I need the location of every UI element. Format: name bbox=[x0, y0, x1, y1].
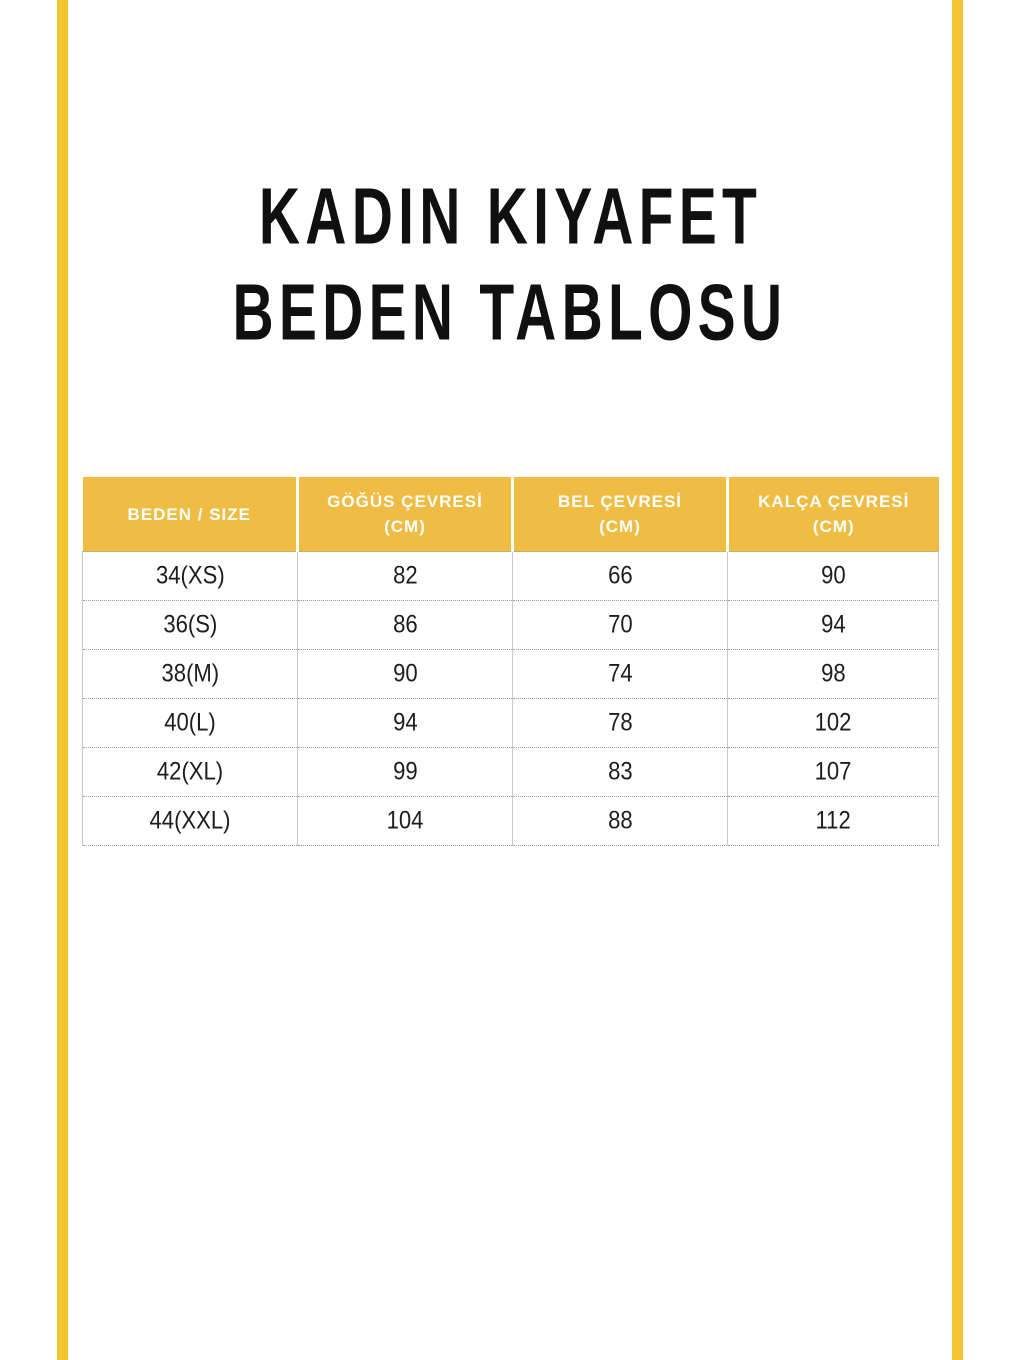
header-label-waist bbox=[514, 477, 726, 551]
page-title-text-2: BEDEN TABLOSU bbox=[232, 267, 788, 358]
header-text: (CM) bbox=[384, 517, 426, 536]
table-row-34xs bbox=[83, 552, 939, 601]
cell-chest: 94 bbox=[298, 699, 513, 748]
cell-size: 44(XXL) bbox=[83, 797, 298, 846]
cell-hip: 107 bbox=[728, 748, 939, 797]
cell-waist: 88 bbox=[513, 797, 728, 846]
cell-size: 34(XS) bbox=[83, 552, 298, 601]
cell-waist: 70 bbox=[513, 601, 728, 650]
header-cell-hip bbox=[728, 477, 939, 552]
size-table-header-row bbox=[83, 477, 939, 552]
cell-hip: 90 bbox=[728, 552, 939, 601]
header-label-beden-size bbox=[83, 477, 297, 551]
size-table bbox=[82, 477, 939, 846]
header-label-chest bbox=[299, 477, 511, 551]
table-row-36s bbox=[83, 601, 939, 650]
header-text: BEDEN / SIZE bbox=[127, 504, 251, 524]
page-title-text-1: KADIN KIYAFET bbox=[258, 171, 762, 262]
cell-size: 40(L) bbox=[83, 699, 298, 748]
cell-chest: 82 bbox=[298, 552, 513, 601]
page-title-line-2 bbox=[0, 265, 1020, 361]
cell-size: 36(S) bbox=[83, 601, 298, 650]
cell-hip: 94 bbox=[728, 601, 939, 650]
page-title-line-1 bbox=[0, 169, 1020, 265]
table-row-44xxl bbox=[83, 797, 939, 846]
header-cell-chest bbox=[298, 477, 513, 552]
cell-chest: 90 bbox=[298, 650, 513, 699]
table-row-38m bbox=[83, 650, 939, 699]
header-cell-beden-size bbox=[83, 477, 298, 552]
header-text: (CM) bbox=[599, 517, 641, 536]
header-text: GÖĞÜS ÇEVRESİ bbox=[327, 492, 483, 511]
cell-hip: 102 bbox=[728, 699, 939, 748]
header-text: (CM) bbox=[812, 517, 855, 536]
cell-chest: 99 bbox=[298, 748, 513, 797]
cell-size: 42(XL) bbox=[83, 748, 298, 797]
page-title bbox=[0, 169, 1020, 361]
cell-waist: 74 bbox=[513, 650, 728, 699]
table-row-42xl bbox=[83, 748, 939, 797]
cell-waist: 78 bbox=[513, 699, 728, 748]
cell-waist: 83 bbox=[513, 748, 728, 797]
header-text: BEL ÇEVRESİ bbox=[557, 492, 683, 511]
cell-size: 38(M) bbox=[83, 650, 298, 699]
cell-hip: 98 bbox=[728, 650, 939, 699]
table-row-40l bbox=[83, 699, 939, 748]
cell-waist: 66 bbox=[513, 552, 728, 601]
header-label-hip bbox=[729, 477, 939, 551]
cell-chest: 86 bbox=[298, 601, 513, 650]
header-text: KALÇA ÇEVRESİ bbox=[758, 492, 910, 511]
cell-chest: 104 bbox=[298, 797, 513, 846]
cell-hip: 112 bbox=[728, 797, 939, 846]
header-cell-waist bbox=[513, 477, 728, 552]
